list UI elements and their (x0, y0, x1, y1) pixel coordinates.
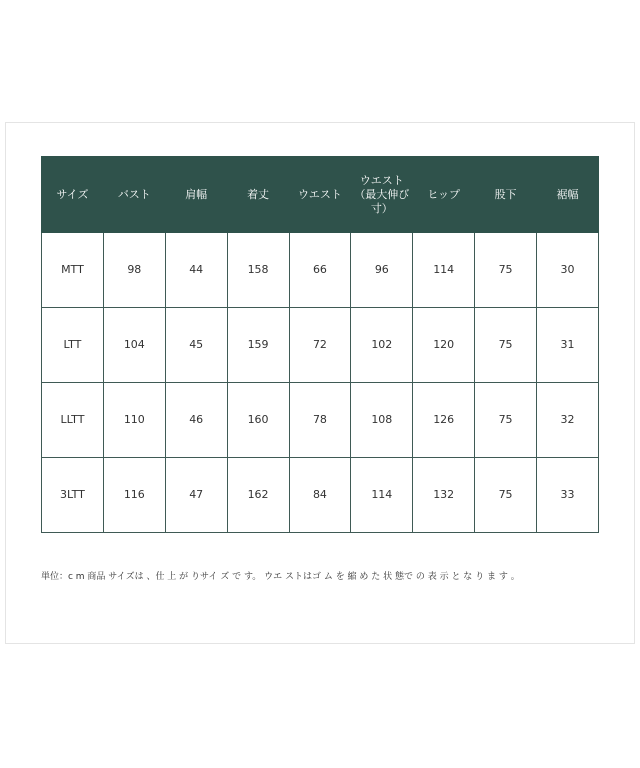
table-cell: 102 (351, 308, 413, 383)
table-cell: 30 (537, 233, 599, 308)
table-cell: 44 (165, 233, 227, 308)
table-cell: LTT (42, 308, 104, 383)
table-cell: 78 (289, 383, 351, 458)
table-cell: 120 (413, 308, 475, 383)
header-size: サイズ (42, 157, 104, 233)
table-cell: 47 (165, 458, 227, 533)
table-cell: 75 (475, 308, 537, 383)
size-table-header (42, 157, 599, 233)
size-table-body (42, 233, 599, 533)
table-row (42, 233, 599, 308)
table-cell: 33 (537, 458, 599, 533)
size-note: 単位：c m 商品 サイズは 、仕 上 が りサイ ズ で す。 ウエ ストはゴ ム を 縮 め た 状 態で の 表 示 と な り ま す 。 (41, 572, 520, 582)
table-cell: 66 (289, 233, 351, 308)
header-bust: バスト (103, 157, 165, 233)
size-table (41, 156, 599, 533)
table-cell: 45 (165, 308, 227, 383)
table-cell: 3LTT (42, 458, 104, 533)
table-cell: 32 (537, 383, 599, 458)
table-cell: 162 (227, 458, 289, 533)
table-cell: 46 (165, 383, 227, 458)
table-cell: 126 (413, 383, 475, 458)
table-cell: 104 (103, 308, 165, 383)
header-inseam: 股下 (475, 157, 537, 233)
table-cell: 160 (227, 383, 289, 458)
table-cell: 31 (537, 308, 599, 383)
table-cell: 84 (289, 458, 351, 533)
header-row (42, 157, 599, 233)
table-cell: 116 (103, 458, 165, 533)
table-cell: 114 (351, 458, 413, 533)
header-waist: ウエスト (289, 157, 351, 233)
header-shoulder-width: 肩幅 (165, 157, 227, 233)
header-hip: ヒップ (413, 157, 475, 233)
header-hem-width: 裾幅 (537, 157, 599, 233)
table-cell: 132 (413, 458, 475, 533)
table-cell: 108 (351, 383, 413, 458)
table-cell: 75 (475, 458, 537, 533)
table-row (42, 458, 599, 533)
table-cell: 75 (475, 233, 537, 308)
header-waist-max-stretch: ウエスト（最大伸び寸） (351, 157, 413, 233)
table-cell: 72 (289, 308, 351, 383)
table-cell: 96 (351, 233, 413, 308)
table-cell: MTT (42, 233, 104, 308)
table-cell: 110 (103, 383, 165, 458)
table-cell: 75 (475, 383, 537, 458)
table-row (42, 383, 599, 458)
table-cell: LLTT (42, 383, 104, 458)
header-length: 着丈 (227, 157, 289, 233)
table-cell: 114 (413, 233, 475, 308)
table-cell: 159 (227, 308, 289, 383)
table-cell: 98 (103, 233, 165, 308)
table-cell: 158 (227, 233, 289, 308)
table-row (42, 308, 599, 383)
